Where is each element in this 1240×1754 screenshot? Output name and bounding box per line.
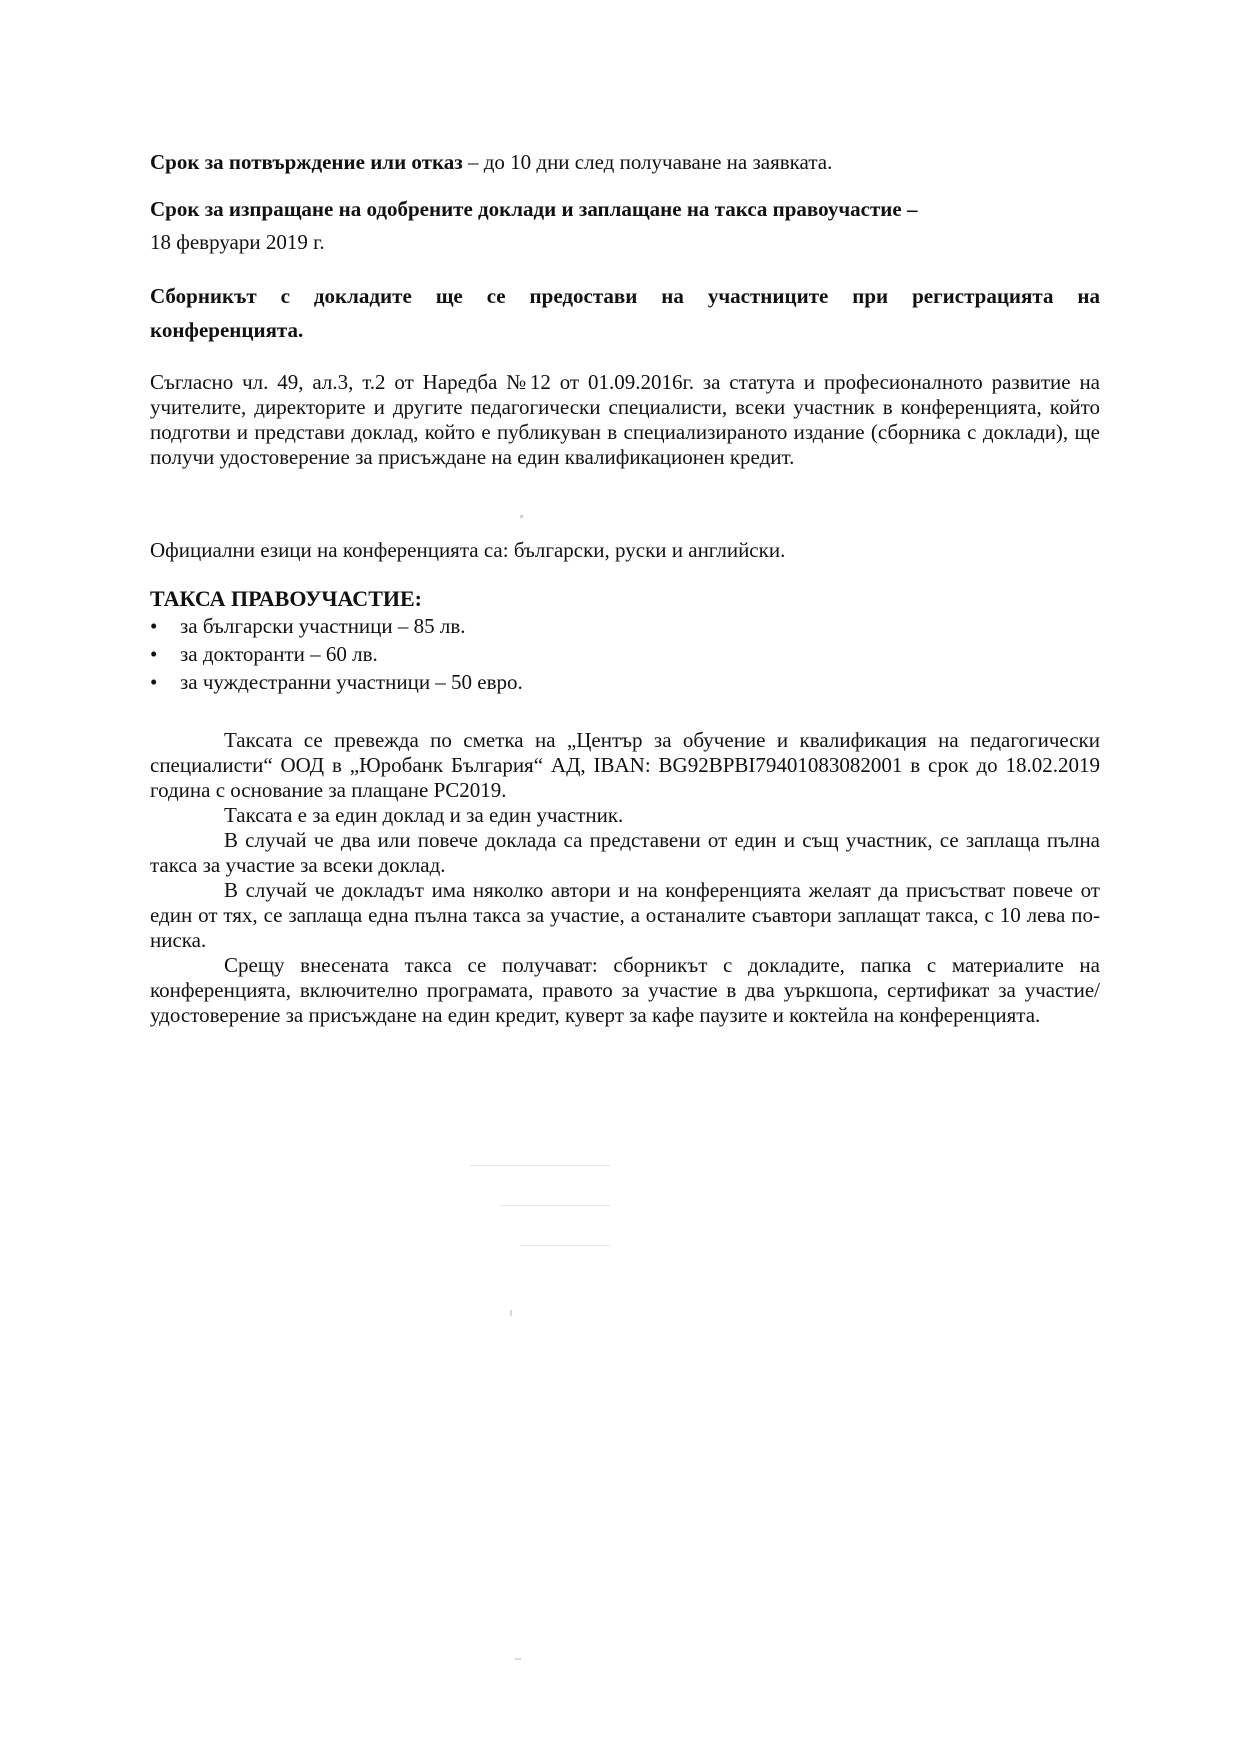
collection-note-line1: Сборникът с докладите ще се предостави на участниците при регистрацията на [150, 284, 1100, 308]
payment-per-report: Таксата е за един доклад и за един участник. [224, 803, 624, 827]
confirmation-deadline-label: Срок за потвърждение или отказ [150, 150, 463, 174]
payment-transfer: Таксата се превежда по сметка на „Център за обучение и квалификация на педагогически специалисти“ ООД в „Юробанк България“ АД, IBAN: BG92BPBI79401083082001 в срок до 18.02.2019 година с основание за плащане PC2019. [150, 728, 1100, 802]
fee-item-bulgarian: • за български участници – 85 лв. [150, 612, 523, 640]
fee-heading: ТАКСА ПРАВОУЧАСТИЕ: [150, 586, 422, 611]
scan-speck [515, 1658, 521, 1660]
scan-speck [520, 1245, 610, 1246]
submission-deadline-date: 18 февруари 2019 г. [150, 230, 325, 254]
scan-speck [470, 1165, 610, 1166]
fee-item-foreign: • за чуждестранни участници – 50 евро. [150, 668, 523, 696]
fee-list [150, 612, 523, 696]
collection-note-line2: конференцията. [150, 318, 304, 342]
scan-speck [520, 515, 523, 518]
payment-includes: Срещу внесената такса се получават: сборникът с докладите, папка с материалите на конференцията, включително програмата, правото за участие в два уъркшопа, сертификат за участие/удостоверение за присъждане на един кредит, куверт за кафе паузите и коктейла на конференцията. [150, 953, 1100, 1027]
fee-item-doctoral: • за докторанти – 60 лв. [150, 640, 523, 668]
payment-coauthors: В случай че докладът има няколко автори и на конференцията желаят да присъстват повече от един от тях, се заплаща една пълна такса за участие, а останалите съавтори заплащат такса, с 10 лева по-ниска. [150, 878, 1100, 952]
credit-paragraph: Съгласно чл. 49, ал.3, т.2 от Наредба №12 от 01.09.2016г. за статута и професионалното развитие на учителите, директорите и другите педагогически специалисти, всеки участник в конференцията, който подготви и представи доклад, който е публикуван в специализираното издание (сборника с доклади), ще получи удостоверение за присъждане на един квалификационен кредит. [150, 370, 1100, 469]
confirmation-deadline [150, 150, 1100, 175]
confirmation-deadline-text: – до 10 дни след получаване на заявката. [462, 150, 833, 174]
languages-paragraph: Официални езици на конференцията са: български, руски и английски. [150, 538, 786, 562]
submission-deadline-label: Срок за изпращане на одобрените доклади и заплащане на такса правоучастие – [150, 197, 918, 221]
scan-speck [510, 1310, 512, 1316]
payment-multiple-reports: В случай че два или повече доклада са представени от един и същ участник, се заплаща пълна такса за участие за всеки доклад. [150, 828, 1100, 877]
scan-speck [500, 1205, 610, 1206]
payment-section [150, 728, 1100, 1028]
